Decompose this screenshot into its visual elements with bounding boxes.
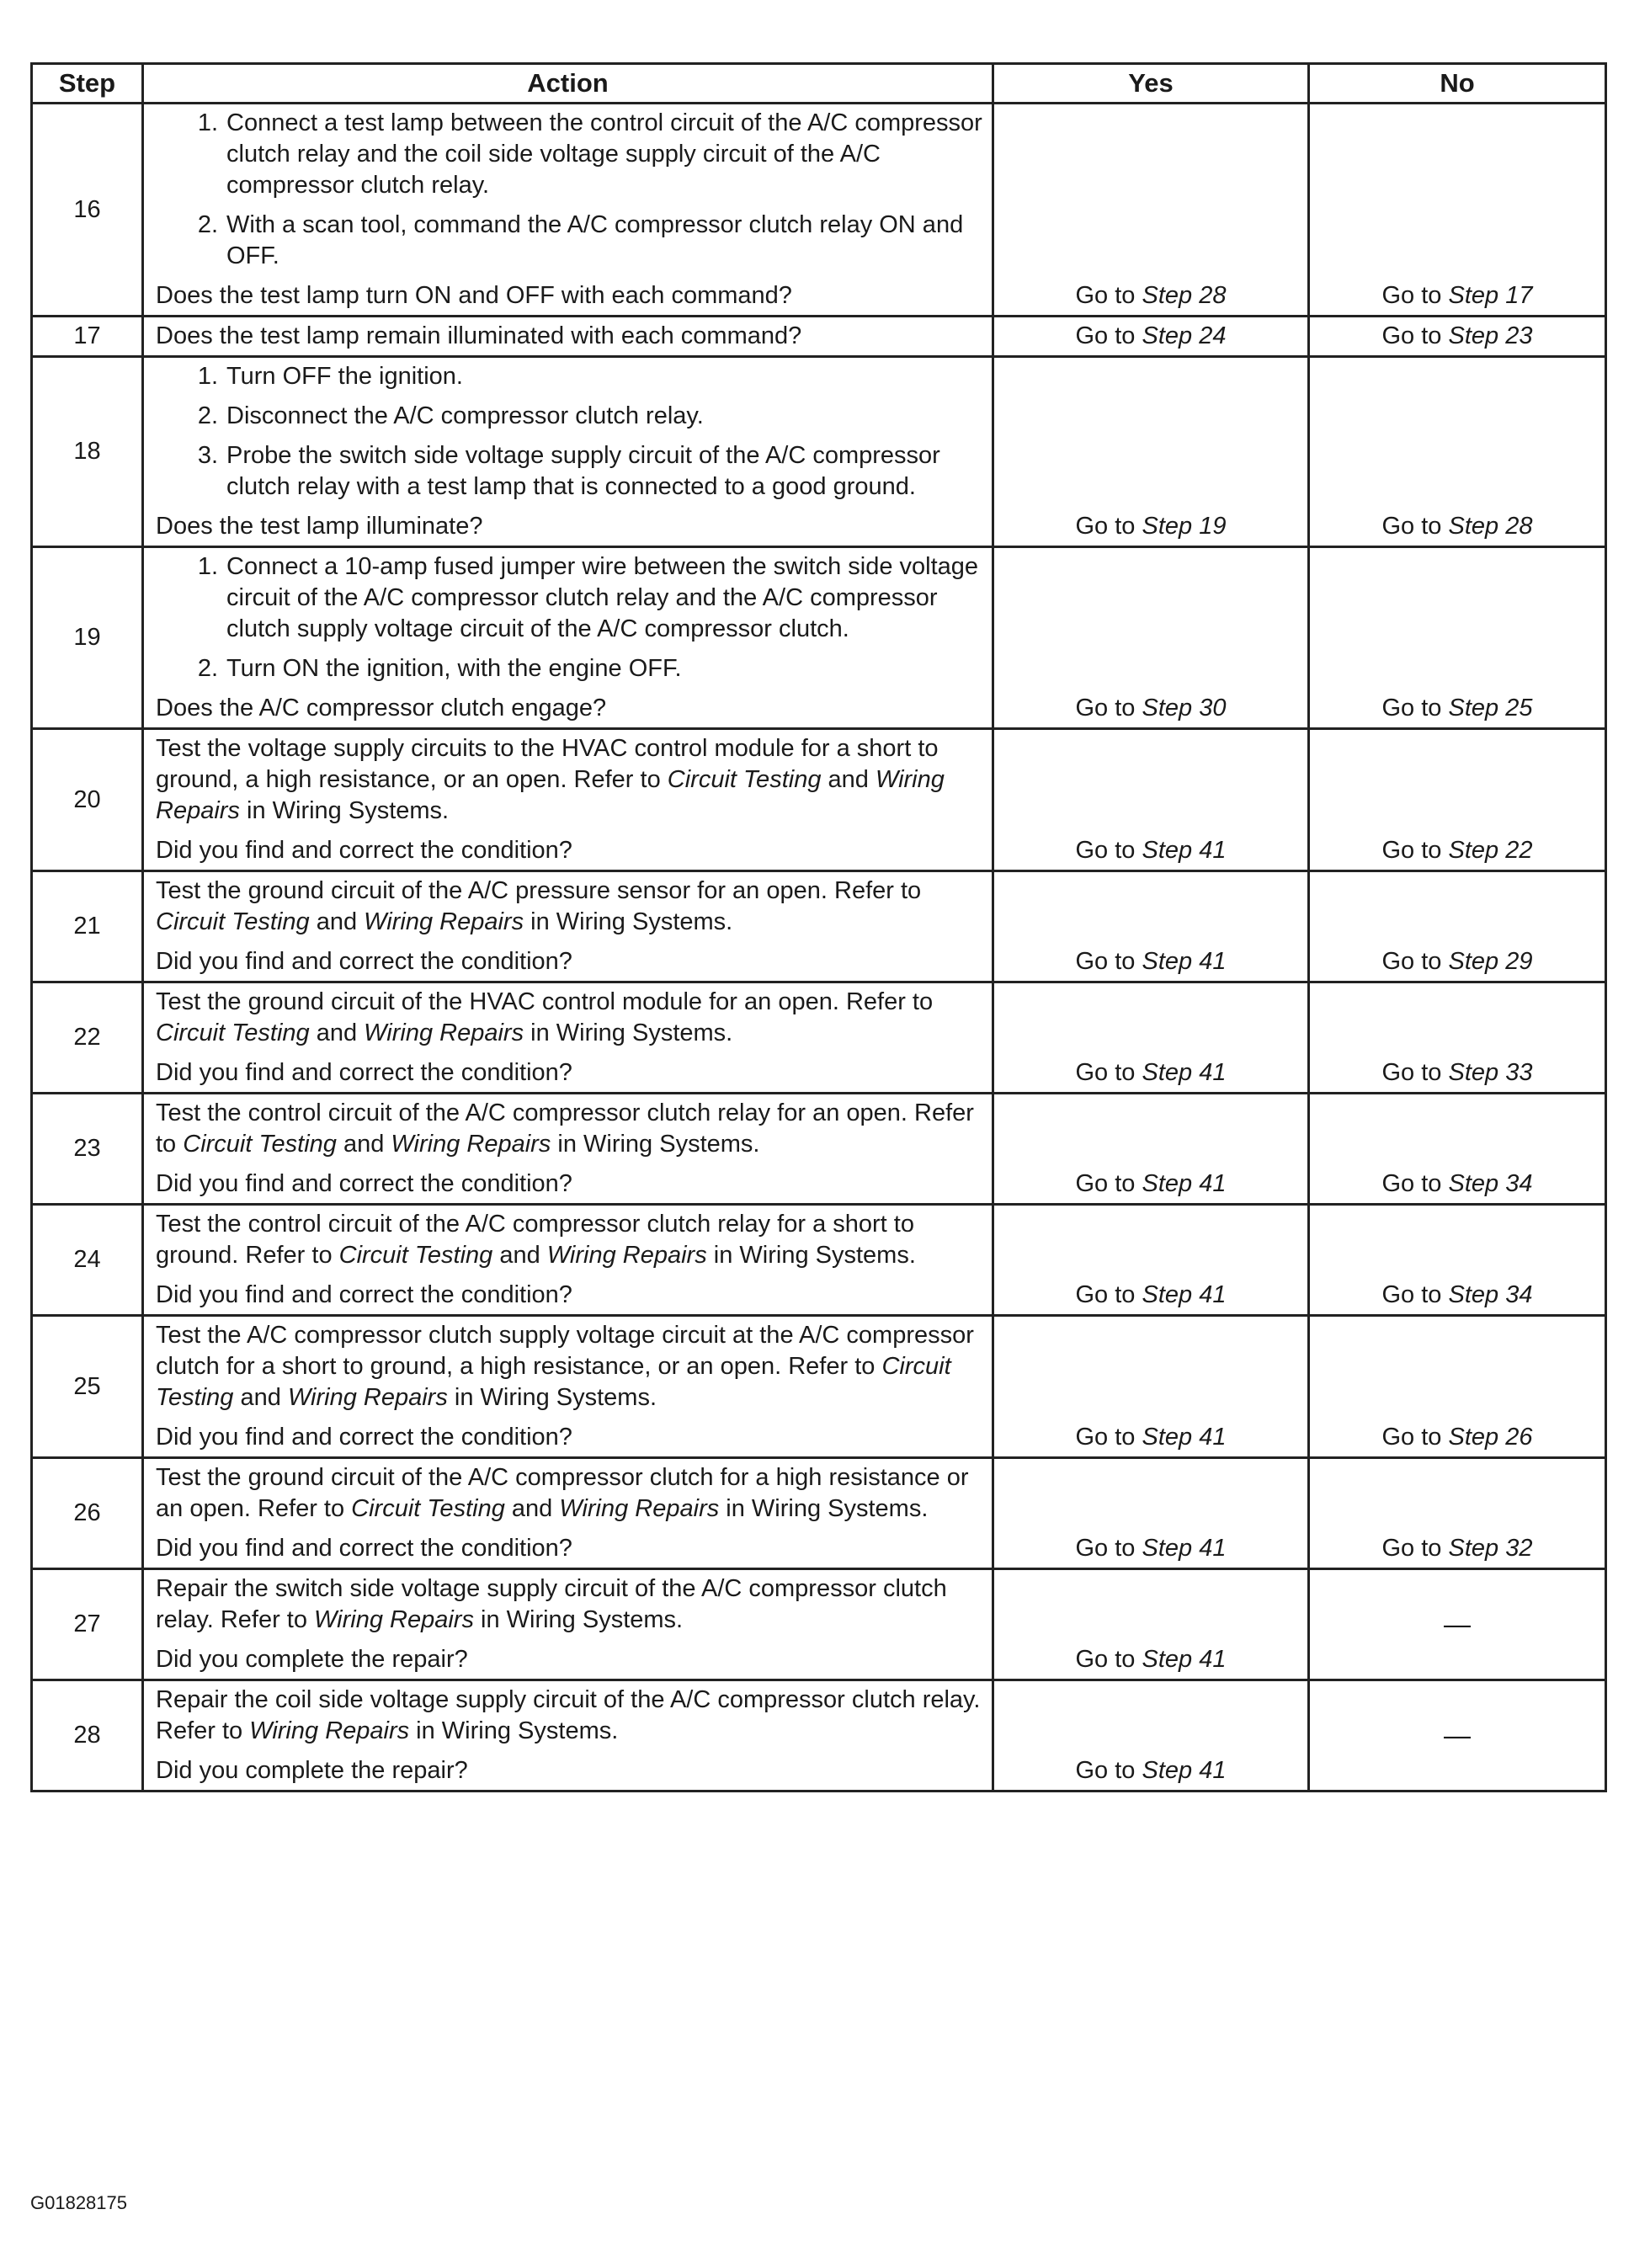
action-step-text	[226, 361, 983, 392]
yes-step-reference: Step 30	[1142, 695, 1227, 721]
action-text: Repair the coil side voltage supply circuit of the A/C compressor clutch relay. Refer to	[156, 1686, 981, 1744]
yes-step-reference: Step 41	[1142, 837, 1227, 864]
action-question: Does the test lamp remain illuminated with each command?	[156, 322, 802, 349]
action-question: Did you find and correct the condition?	[156, 1535, 572, 1562]
step-number: 23	[32, 1094, 143, 1205]
table-row	[32, 1680, 1606, 1792]
yes-goto-label: Go to	[1075, 695, 1142, 721]
step-number: 17	[32, 317, 143, 357]
no-step-reference: Step 32	[1448, 1535, 1533, 1562]
action-description	[156, 876, 983, 938]
action-text: in Wiring Systems.	[524, 1020, 733, 1046]
action-text: in Wiring Systems.	[551, 1131, 760, 1158]
yes-step-reference: Step 41	[1142, 1170, 1227, 1197]
action-step-text	[226, 440, 983, 503]
header-yes: Yes	[993, 64, 1309, 104]
reference-link-text: Circuit Testing	[156, 1020, 310, 1046]
action-text: Test the ground circuit of the A/C pressure sensor for an open. Refer to	[156, 877, 922, 904]
step-number: 28	[32, 1680, 143, 1792]
step-number: 25	[32, 1316, 143, 1458]
yes-goto-label: Go to	[1075, 513, 1142, 540]
no-cell	[1309, 104, 1606, 317]
action-text: in Wiring Systems.	[719, 1495, 929, 1522]
no-cell	[1309, 982, 1606, 1094]
action-question: Did you find and correct the condition?	[156, 1281, 572, 1308]
no-cell	[1309, 1205, 1606, 1316]
action-text: in Wiring Systems.	[447, 1384, 657, 1411]
yes-step-reference: Step 41	[1142, 1059, 1227, 1086]
action-cell	[143, 1458, 993, 1569]
yes-goto-label: Go to	[1075, 322, 1142, 349]
action-question: Did you find and correct the condition?	[156, 1170, 572, 1197]
action-description	[156, 987, 983, 1049]
no-goto-label: Go to	[1381, 513, 1449, 540]
header-step: Step	[32, 64, 143, 104]
no-step-reference: Step 26	[1448, 1424, 1533, 1451]
action-step-text	[226, 401, 983, 432]
table-row	[32, 1569, 1606, 1680]
header-row	[32, 64, 1606, 104]
diagnostic-table-sheet	[30, 62, 1605, 1792]
no-goto-label: Go to	[1381, 695, 1449, 721]
action-step-number: 1.	[197, 363, 218, 390]
step-number: 18	[32, 357, 143, 547]
yes-step-reference: Step 28	[1142, 282, 1227, 309]
reference-link-text: Wiring Repairs	[364, 1020, 524, 1046]
no-cell	[1309, 1569, 1606, 1680]
table-row	[32, 1094, 1606, 1205]
no-goto-label: Go to	[1381, 282, 1449, 309]
action-text: and	[233, 1384, 288, 1411]
table-row	[32, 729, 1606, 871]
action-text: in Wiring Systems.	[473, 1606, 684, 1633]
action-text: in Wiring Systems.	[524, 908, 733, 935]
action-text: Test the A/C compressor clutch supply voltage circuit at the A/C compressor clutch for a short to ground, a high resistance, or an open. Refer to	[156, 1322, 974, 1380]
action-text: Test the control circuit of the A/C compressor clutch relay for an open. Refer to	[156, 1099, 974, 1158]
no-cell	[1309, 1458, 1606, 1569]
no-goto-label: Go to	[1381, 1424, 1449, 1451]
action-cell	[143, 871, 993, 982]
no-not-applicable: —	[1444, 1720, 1471, 1750]
table-body	[32, 104, 1606, 1792]
action-step-text	[226, 108, 983, 201]
no-goto-label: Go to	[1381, 837, 1449, 864]
action-cell	[143, 357, 993, 547]
action-description	[156, 1098, 983, 1160]
action-question: Did you find and correct the condition?	[156, 837, 572, 864]
action-question: Did you complete the repair?	[156, 1757, 468, 1784]
yes-cell	[993, 1458, 1309, 1569]
action-text: Turn OFF the ignition.	[226, 363, 463, 390]
yes-step-reference: Step 41	[1142, 1281, 1227, 1308]
no-cell	[1309, 1316, 1606, 1458]
table-row	[32, 1205, 1606, 1316]
no-step-reference: Step 23	[1448, 322, 1533, 349]
action-step-number: 2.	[197, 402, 218, 429]
action-text: Probe the switch side voltage supply circuit of the A/C compressor clutch relay with a test lamp that is connected to a good ground.	[226, 442, 940, 500]
action-question: Does the A/C compressor clutch engage?	[156, 695, 607, 721]
reference-link-text: Wiring Repairs	[391, 1131, 551, 1158]
no-step-reference: Step 28	[1448, 513, 1533, 540]
action-text: and	[336, 1131, 391, 1158]
yes-goto-label: Go to	[1075, 1281, 1142, 1308]
action-cell	[143, 547, 993, 729]
no-goto-label: Go to	[1381, 1059, 1449, 1086]
yes-goto-label: Go to	[1075, 282, 1142, 309]
action-cell	[143, 1205, 993, 1316]
no-cell	[1309, 357, 1606, 547]
action-text: Connect a test lamp between the control circuit of the A/C compressor clutch relay and the coil side voltage supply circuit of the A/C compressor clutch relay.	[226, 109, 982, 199]
step-number: 16	[32, 104, 143, 317]
yes-goto-label: Go to	[1075, 1757, 1142, 1784]
reference-link-text: Wiring Repairs	[249, 1717, 410, 1744]
yes-cell	[993, 1316, 1309, 1458]
no-step-reference: Step 34	[1448, 1281, 1533, 1308]
action-text: Test the ground circuit of the A/C compressor clutch for a high resistance or an open. Refer to	[156, 1464, 969, 1522]
step-number: 21	[32, 871, 143, 982]
yes-goto-label: Go to	[1075, 1535, 1142, 1562]
step-number: 22	[32, 982, 143, 1094]
yes-cell	[993, 871, 1309, 982]
yes-goto-label: Go to	[1075, 1059, 1142, 1086]
no-cell	[1309, 1680, 1606, 1792]
reference-link-text: Circuit Testing	[156, 908, 310, 935]
action-text: Test the control circuit of the A/C compressor clutch relay for a short to ground. Refer to	[156, 1211, 914, 1269]
no-step-reference: Step 34	[1448, 1170, 1533, 1197]
reference-link-text: Circuit Testing	[667, 766, 822, 793]
action-step-item	[156, 551, 983, 645]
action-text: in Wiring Systems.	[706, 1242, 916, 1269]
yes-goto-label: Go to	[1075, 1424, 1142, 1451]
yes-cell	[993, 1680, 1309, 1792]
action-description	[156, 1462, 983, 1525]
yes-step-reference: Step 41	[1142, 1757, 1227, 1784]
yes-cell	[993, 1569, 1309, 1680]
action-cell	[143, 1316, 993, 1458]
action-step-text	[226, 551, 983, 645]
yes-cell	[993, 547, 1309, 729]
action-cell	[143, 104, 993, 317]
action-step-list	[156, 361, 983, 503]
action-question: Did you find and correct the condition?	[156, 1424, 572, 1451]
action-text: With a scan tool, command the A/C compressor clutch relay ON and OFF.	[226, 211, 964, 269]
action-step-item	[156, 361, 983, 392]
table-row	[32, 357, 1606, 547]
action-cell	[143, 729, 993, 871]
action-text: and	[492, 1242, 547, 1269]
action-description	[156, 1209, 983, 1271]
no-cell	[1309, 317, 1606, 357]
no-cell	[1309, 871, 1606, 982]
table-row	[32, 547, 1606, 729]
action-text: Connect a 10-amp fused jumper wire between the switch side voltage circuit of the A/C compressor clutch relay and the A/C compressor clutch supply voltage circuit of the A/C compressor clutch.	[226, 553, 979, 642]
no-goto-label: Go to	[1381, 1535, 1449, 1562]
action-text: Disconnect the A/C compressor clutch relay.	[226, 402, 704, 429]
reference-link-text: Circuit Testing	[351, 1495, 505, 1522]
yes-step-reference: Step 24	[1142, 322, 1227, 349]
table-row	[32, 317, 1606, 357]
no-step-reference: Step 33	[1448, 1059, 1533, 1086]
no-cell	[1309, 1094, 1606, 1205]
action-text: and	[309, 1020, 365, 1046]
reference-link-text: Wiring Repairs	[287, 1384, 448, 1411]
action-step-number: 1.	[197, 553, 218, 580]
action-question: Did you find and correct the condition?	[156, 1059, 572, 1086]
action-text: and	[504, 1495, 560, 1522]
action-step-number: 3.	[197, 442, 218, 469]
yes-cell	[993, 1094, 1309, 1205]
yes-goto-label: Go to	[1075, 948, 1142, 975]
step-number: 19	[32, 547, 143, 729]
action-cell	[143, 1569, 993, 1680]
figure-id: G01828175	[30, 2192, 127, 2213]
action-text: in Wiring Systems.	[239, 797, 450, 824]
action-text: in Wiring Systems.	[409, 1717, 619, 1744]
action-step-item	[156, 108, 983, 201]
table-row	[32, 1316, 1606, 1458]
table-row	[32, 871, 1606, 982]
action-cell	[143, 1680, 993, 1792]
step-number: 20	[32, 729, 143, 871]
action-step-item	[156, 210, 983, 272]
action-step-text	[226, 210, 983, 272]
action-text: Repair the switch side voltage supply circuit of the A/C compressor clutch relay. Refer to	[156, 1575, 947, 1633]
reference-link-text: Wiring Repairs	[156, 766, 945, 824]
yes-cell	[993, 317, 1309, 357]
no-goto-label: Go to	[1381, 948, 1449, 975]
no-goto-label: Go to	[1381, 1281, 1449, 1308]
no-step-reference: Step 22	[1448, 837, 1533, 864]
action-description	[156, 1320, 983, 1414]
step-number: 26	[32, 1458, 143, 1569]
reference-link-text: Circuit Testing	[338, 1242, 493, 1269]
no-goto-label: Go to	[1381, 1170, 1449, 1197]
no-goto-label: Go to	[1381, 322, 1449, 349]
yes-cell	[993, 1205, 1309, 1316]
action-step-item	[156, 401, 983, 432]
no-cell	[1309, 547, 1606, 729]
yes-cell	[993, 104, 1309, 317]
action-text: Test the voltage supply circuits to the HVAC control module for a short to ground, a high resistance, or an open. Refer to	[156, 735, 939, 793]
yes-step-reference: Step 19	[1142, 513, 1227, 540]
step-number: 27	[32, 1569, 143, 1680]
yes-step-reference: Step 41	[1142, 1646, 1227, 1673]
step-number: 24	[32, 1205, 143, 1316]
action-step-number: 1.	[197, 109, 218, 136]
reference-link-text: Circuit Testing	[156, 1353, 951, 1411]
yes-cell	[993, 982, 1309, 1094]
action-text: Turn ON the ignition, with the engine OFF.	[226, 655, 682, 682]
no-step-reference: Step 25	[1448, 695, 1533, 721]
yes-step-reference: Step 41	[1142, 1535, 1227, 1562]
reference-link-text: Wiring Repairs	[559, 1495, 720, 1522]
action-step-list	[156, 108, 983, 272]
action-step-text	[226, 653, 983, 684]
reference-link-text: Wiring Repairs	[364, 908, 524, 935]
no-step-reference: Step 29	[1448, 948, 1533, 975]
yes-step-reference: Step 41	[1142, 1424, 1227, 1451]
no-step-reference: Step 17	[1448, 282, 1533, 309]
header-action: Action	[143, 64, 993, 104]
action-step-list	[156, 551, 983, 684]
action-question: Did you complete the repair?	[156, 1646, 468, 1673]
action-question: Does the test lamp illuminate?	[156, 513, 483, 540]
diagnostic-table	[30, 62, 1607, 1792]
table-row	[32, 982, 1606, 1094]
action-cell	[143, 317, 993, 357]
yes-cell	[993, 729, 1309, 871]
yes-step-reference: Step 41	[1142, 948, 1227, 975]
action-step-item	[156, 653, 983, 684]
action-text: and	[309, 908, 365, 935]
action-question: Does the test lamp turn ON and OFF with each command?	[156, 282, 792, 309]
yes-cell	[993, 357, 1309, 547]
reference-link-text: Wiring Repairs	[546, 1242, 707, 1269]
action-text: and	[821, 766, 876, 793]
yes-goto-label: Go to	[1075, 837, 1142, 864]
action-description	[156, 733, 983, 827]
reference-link-text: Wiring Repairs	[314, 1606, 474, 1633]
table-row	[32, 104, 1606, 317]
yes-goto-label: Go to	[1075, 1646, 1142, 1673]
action-description	[156, 1685, 983, 1747]
action-question: Did you find and correct the condition?	[156, 948, 572, 975]
header-no: No	[1309, 64, 1606, 104]
action-cell	[143, 982, 993, 1094]
no-not-applicable: —	[1444, 1609, 1471, 1639]
yes-goto-label: Go to	[1075, 1170, 1142, 1197]
action-step-item	[156, 440, 983, 503]
action-description	[156, 1573, 983, 1636]
action-step-number: 2.	[197, 655, 218, 682]
action-step-number: 2.	[197, 211, 218, 238]
reference-link-text: Circuit Testing	[183, 1131, 337, 1158]
action-cell	[143, 1094, 993, 1205]
no-cell	[1309, 729, 1606, 871]
table-row	[32, 1458, 1606, 1569]
action-text: Test the ground circuit of the HVAC control module for an open. Refer to	[156, 988, 934, 1015]
